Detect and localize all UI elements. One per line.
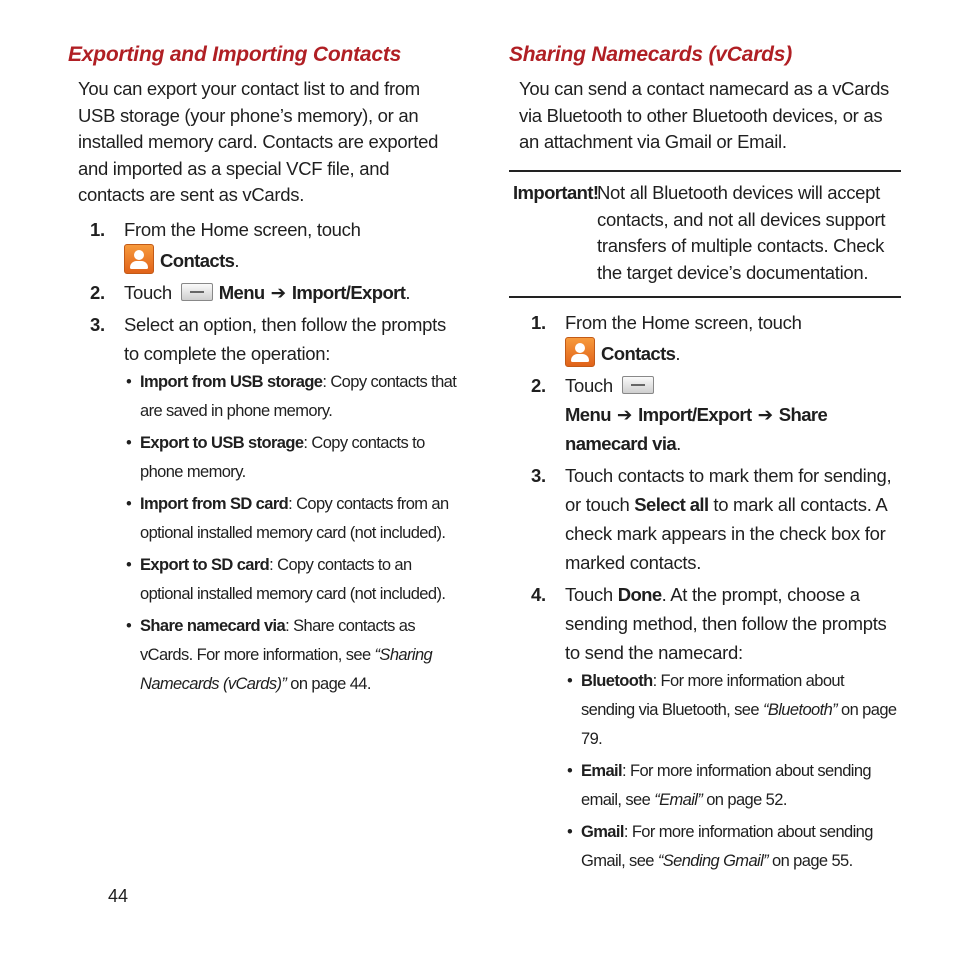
contacts-icon xyxy=(124,244,154,274)
option-text: : Copy contacts to an optional installed memory card (not included). xyxy=(140,555,446,603)
option-label: Email xyxy=(581,762,623,780)
section-title-sharing: Sharing Namecards (vCards) xyxy=(509,43,793,66)
step-number: 3. xyxy=(90,313,105,335)
option-text: : Copy contacts from an optional installed memory card (not included). xyxy=(140,494,449,542)
step-number: 1. xyxy=(90,218,105,240)
steps-list xyxy=(68,215,460,699)
cross-reference-link[interactable]: “Sharing Namecards (vCards)” xyxy=(140,645,433,693)
arrow-icon: ➔ xyxy=(757,404,773,425)
option-label: Share namecard via xyxy=(140,616,286,635)
option-text: on page 55. xyxy=(768,852,853,870)
option-item xyxy=(124,612,460,699)
right-steps-column xyxy=(509,308,901,879)
import-export-label: Import/Export xyxy=(638,404,752,425)
bullet: • xyxy=(567,762,573,780)
option-item xyxy=(565,667,901,754)
bullet: • xyxy=(126,433,132,452)
left-column xyxy=(68,40,460,702)
option-text: on page 52. xyxy=(702,791,787,809)
option-label: Import from USB storage xyxy=(140,372,323,391)
step-text: Touch xyxy=(565,584,618,605)
option-label: Gmail xyxy=(581,823,624,841)
step-text: Touch xyxy=(124,281,172,303)
step-3 xyxy=(68,310,460,699)
step-text: . At the prompt, choose a sending method, then follow the prompts to send the namecard: xyxy=(565,584,887,663)
option-label: Import from SD card xyxy=(140,494,289,513)
option-text: : For more information about sending via Bluetooth, see xyxy=(581,672,844,719)
section-title-exporting: Exporting and Importing Contacts xyxy=(68,43,402,66)
options-list xyxy=(124,368,460,699)
contacts-label: Contacts xyxy=(160,249,235,271)
step-4 xyxy=(509,580,901,876)
contacts-label: Contacts xyxy=(601,343,676,364)
right-column xyxy=(509,40,901,156)
done-label: Done xyxy=(617,584,662,605)
option-text: : For more information about sending Gmail, see xyxy=(581,823,873,870)
option-item xyxy=(124,368,460,426)
step-text: From the Home screen, touch xyxy=(124,218,361,240)
contacts-icon xyxy=(565,337,595,367)
step-number: 2. xyxy=(531,375,546,396)
bullet: • xyxy=(126,555,132,574)
step-text: From the Home screen, touch xyxy=(565,312,802,333)
menu-label: Menu xyxy=(218,281,265,303)
option-text: : For more information about sending email, see xyxy=(581,762,871,809)
step-number: 1. xyxy=(531,312,546,333)
step-number: 2. xyxy=(90,281,105,303)
option-item xyxy=(565,818,901,876)
cross-reference-link[interactable]: “Sending Gmail” xyxy=(657,852,769,870)
step-3 xyxy=(509,461,901,577)
menu-icon xyxy=(181,283,213,301)
step-text: to mark all contacts. A check mark appears in the check box for marked contacts. xyxy=(565,494,887,573)
punctuation: . xyxy=(234,249,240,271)
bullet: • xyxy=(126,616,132,635)
step-1 xyxy=(509,308,901,368)
option-item xyxy=(124,490,460,548)
intro-paragraph: You can send a contact namecard as a vCards via Bluetooth to other Bluetooth devices, or as an attachment via Gmail or Email. xyxy=(519,78,890,152)
punctuation: . xyxy=(676,433,681,454)
menu-label: Menu xyxy=(565,404,611,425)
cross-reference-link[interactable]: “Email” xyxy=(654,791,703,809)
option-text: on page 44. xyxy=(286,674,371,693)
menu-icon xyxy=(622,376,654,394)
option-label: Bluetooth xyxy=(581,672,653,690)
step-text: Select an option, then follow the prompts to complete the operation: xyxy=(124,313,446,364)
bullet: • xyxy=(567,672,573,690)
arrow-icon: ➔ xyxy=(616,404,633,425)
punctuation: . xyxy=(675,343,681,364)
option-item xyxy=(124,429,460,487)
share-namecard-label: Share namecard via xyxy=(565,404,828,454)
option-text: : Copy contacts that are saved in phone memory. xyxy=(140,372,457,420)
option-item xyxy=(565,757,901,815)
important-label: Important! xyxy=(513,182,599,203)
option-text: : Share contacts as vCards. For more information, see xyxy=(140,616,415,664)
step-number: 4. xyxy=(531,584,546,605)
select-all-label: Select all xyxy=(634,494,709,515)
important-text: Not all Bluetooth devices will accept contacts, and not all devices support transfers of multiple contacts. Check the target device’s documentation. xyxy=(597,182,886,283)
step-text: Touch contacts to mark them for sending, or touch xyxy=(565,465,892,515)
option-label: Export to SD card xyxy=(140,555,270,574)
import-export-label: Import/Export xyxy=(291,281,406,303)
step-1 xyxy=(68,215,460,275)
option-text: : Copy contacts to phone memory. xyxy=(140,433,425,481)
option-item xyxy=(124,551,460,609)
arrow-icon: ➔ xyxy=(270,281,286,303)
bullet: • xyxy=(126,494,132,513)
bullet: • xyxy=(126,372,132,391)
option-text: on page 79. xyxy=(581,701,897,748)
step-text: Touch xyxy=(565,375,613,396)
option-label: Export to USB storage xyxy=(140,433,304,452)
important-note xyxy=(509,170,901,298)
options-list xyxy=(565,667,901,876)
bullet: • xyxy=(567,823,573,841)
cross-reference-link[interactable]: “Bluetooth” xyxy=(762,701,838,719)
step-number: 3. xyxy=(531,465,546,486)
intro-paragraph: You can export your contact list to and from USB storage (your phone’s memory), or an installed memory card. Contacts are exported and imported as a special VCF file, and contacts are sent as vCards. xyxy=(78,78,439,205)
step-2 xyxy=(68,278,460,307)
step-2 xyxy=(509,371,901,458)
punctuation: . xyxy=(405,281,411,303)
steps-list xyxy=(509,308,901,876)
page-number: 44 xyxy=(108,886,129,906)
